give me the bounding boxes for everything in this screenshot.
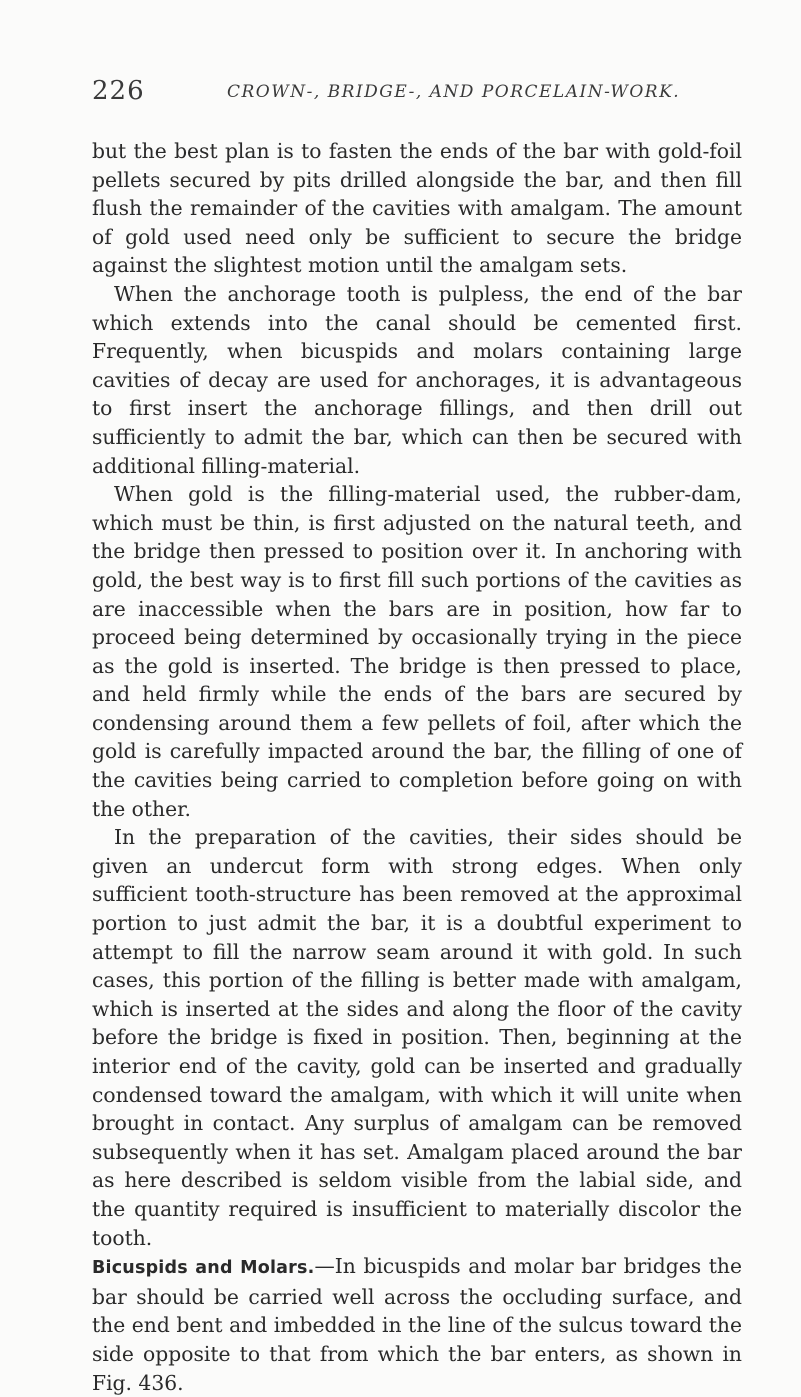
section-text: —In bicuspids and molar bar bridges the bar should be carried well across the occluding surface, and the end bent and imbedded in the line of the sulcus toward the side opposite to that from which the bar enters, as shown in Fig. 436. bbox=[92, 1254, 742, 1395]
running-head bbox=[92, 76, 732, 116]
paragraph-3: When gold is the filling-material used, the rubber-dam, which must be thin, is first adjusted on the natural teeth, and the bridge then pressed to position over it. In anchoring with gold, the best way is to first fill such portions of the cavities as are inaccessible when the bars are in position, how far to proceed being determined by occasionally trying in the piece as the gold is inserted. The bridge is then pressed to place, and held firmly while the ends of the bars are secured by condensing around them a few pellets of foil, after which the gold is carefully impacted around the bar, the filling of one of the cavities being carried to completion before going on with the other. bbox=[92, 482, 742, 821]
page-number: 226 bbox=[92, 76, 145, 106]
section-paragraph bbox=[92, 1252, 742, 1397]
paragraph-1: but the best plan is to fasten the ends of the bar with gold-foil pellets secured by pits drilled alongside the bar, and then fill flush the remainder of the cavities with amalgam. The amount of gold used need only be sufficient to secure the bridge against the slightest motion until the amalgam sets. bbox=[92, 139, 742, 278]
paragraph-2: When the anchorage tooth is pulpless, the end of the bar which extends into the canal should be cemented first. Frequently, when bicuspids and molars containing large cavities of decay are used for anchorages, it is advantageous to first insert the anchorage fillings, and then drill out sufficiently to admit the bar, which can then be secured with additional filling-material. bbox=[92, 281, 742, 478]
running-title: CROWN-, BRIDGE-, AND PORCELAIN-WORK. bbox=[227, 82, 681, 102]
section-heading: Bicuspids and Molars. bbox=[92, 1258, 315, 1279]
body-text bbox=[92, 137, 742, 1397]
paragraph-4: In the preparation of the cavities, their sides should be given an undercut form with strong edges. When only sufficient tooth-structure has been removed at the approximal portion to just admit the bar, it is a doubtful experiment to attempt to fill the narrow seam around it with gold. In such cases, this portion of the filling is better made with amalgam, which is inserted at the sides and along the floor of the cavity before the bridge is fixed in position. Then, beginning at the interior end of the cavity, gold can be inserted and gradually condensed toward the amalgam, with which it will unite when brought in contact. Any surplus of amalgam can be removed subsequently when it has set. Amalgam placed around the bar as here described is seldom visible from the labial side, and the quantity required is insufficient to materially discolor the tooth. bbox=[92, 825, 742, 1250]
